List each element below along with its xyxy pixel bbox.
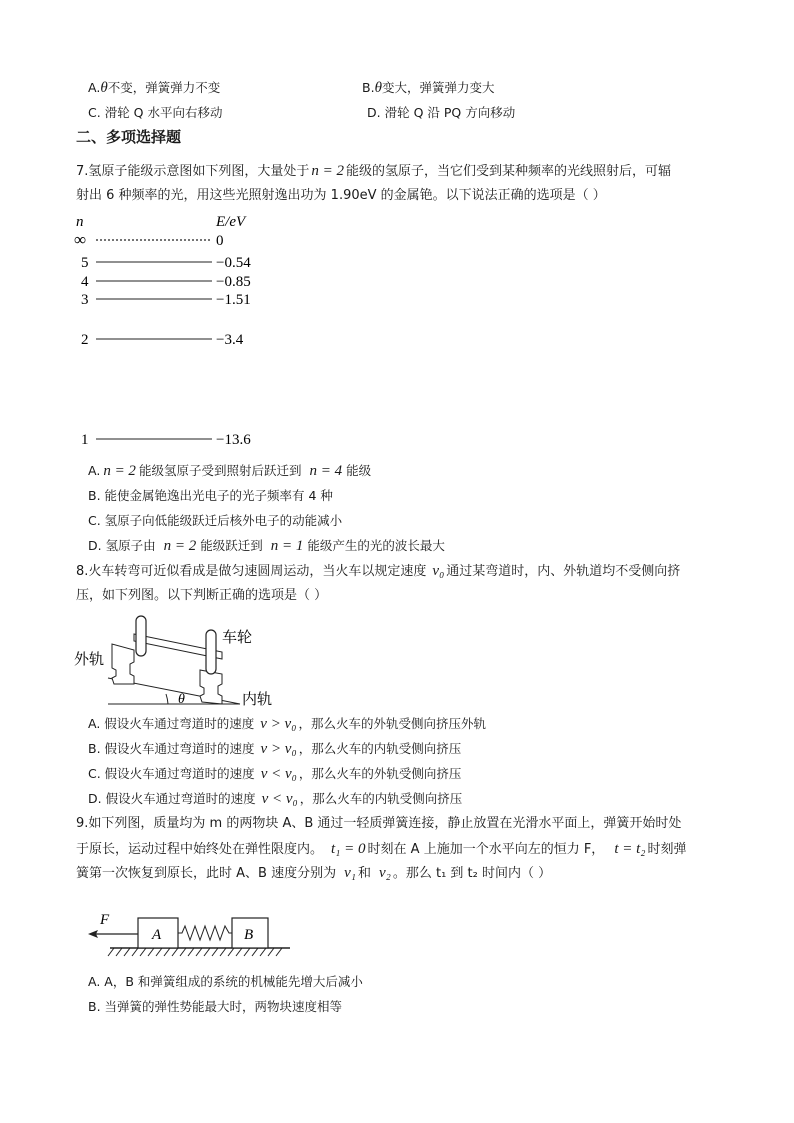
hatch-mark bbox=[132, 948, 138, 956]
hatch-mark bbox=[228, 948, 234, 956]
hatch-mark bbox=[220, 948, 226, 956]
spring-blocks-diagram bbox=[84, 904, 294, 958]
q9-stem-line-2 bbox=[76, 840, 687, 859]
outer-rail-shape bbox=[112, 644, 134, 684]
q8-option-c bbox=[88, 765, 461, 783]
math-inequality: v > v₀ bbox=[260, 716, 297, 732]
level-n-label: ∞ bbox=[74, 230, 87, 249]
level-energy-label: 0 bbox=[216, 233, 224, 249]
level-n-label: 3 bbox=[81, 292, 89, 308]
stem-text: 和 bbox=[357, 866, 371, 881]
q7-stem-line-2: 射出 6 种频率的光，用这些光照射逸出功为 1.90eV 的金属铯。以下说法正确的选项是（ ） bbox=[76, 188, 606, 203]
hatch-mark bbox=[268, 948, 274, 956]
hatch-mark bbox=[124, 948, 130, 956]
inner-rail-shape bbox=[200, 670, 222, 704]
q6-option-b bbox=[362, 79, 494, 97]
hatch-mark bbox=[212, 948, 218, 956]
theta-symbol: θ bbox=[374, 80, 382, 96]
q7-option-d bbox=[88, 537, 445, 555]
stem-text: 7.氢原子能级示意图如下列图，大量处于 bbox=[76, 164, 310, 179]
block-b-label: B bbox=[244, 927, 254, 943]
q8-stem-line-2: 压，如下列图。以下判断正确的选项是（ ） bbox=[76, 588, 328, 603]
math-v2: v₂ bbox=[378, 865, 391, 881]
level-energy-label: −0.85 bbox=[216, 274, 251, 290]
q9-option-a: A. A，B 和弹簧组成的系统的机械能先增大后减小 bbox=[88, 974, 363, 989]
stem-text: 。那么 t₁ 到 t₂ 时间内（ ） bbox=[392, 866, 552, 881]
stem-text: 8.火车转弯可近似看成是做匀速圆周运动，当火车以规定速度 bbox=[76, 564, 427, 579]
option-text: D. 假设火车通过弯道时的速度 bbox=[88, 791, 256, 806]
hatch-mark bbox=[116, 948, 122, 956]
stem-text: 时刻弹 bbox=[647, 842, 687, 857]
option-text: ，那么火车的内轨受侧向挤压 bbox=[298, 741, 462, 756]
math-v0: v₀ bbox=[432, 563, 445, 579]
option-text: B. 假设火车通过弯道时的速度 bbox=[88, 741, 255, 756]
hatch-mark bbox=[108, 948, 114, 956]
outer-rail-label: 外轨 bbox=[74, 650, 105, 668]
option-label: C. bbox=[88, 105, 101, 120]
option-text: 变大，弹簧弹力变大 bbox=[381, 80, 495, 95]
stem-text: 能级的氢原子，当它们受到某种频率的光线照射后，可辐 bbox=[346, 164, 672, 179]
level-energy-label: −1.51 bbox=[216, 292, 251, 308]
math-t1: t₁ = 0 bbox=[331, 841, 366, 857]
math-inequality: v > v₀ bbox=[260, 741, 297, 757]
hatch-mark bbox=[164, 948, 170, 956]
theta-symbol: θ bbox=[100, 80, 108, 96]
stem-text: 时刻在 A 上施加一个水平向左的恒力 F， bbox=[367, 842, 605, 857]
inner-rail-label: 内轨 bbox=[242, 690, 273, 708]
q9-stem-line-1: 9.如下列图，质量均为 m 的两物块 A、B 通过一轻质弹簧连接，静止放置在光滑水平面上，弹簧开始时处 bbox=[76, 816, 682, 831]
q7-option-a bbox=[88, 462, 371, 480]
math-inequality: v < v₀ bbox=[261, 791, 298, 807]
option-text: A. 假设火车通过弯道时的速度 bbox=[88, 716, 255, 731]
q7-stem-line-1 bbox=[76, 162, 671, 181]
hatch-mark bbox=[180, 948, 186, 956]
railway-diagram bbox=[72, 612, 292, 712]
level-n-label: 4 bbox=[81, 274, 89, 290]
math-n: n = 2 bbox=[311, 163, 345, 179]
option-label: A. bbox=[88, 80, 101, 95]
energy-level-diagram bbox=[70, 208, 300, 453]
q8-option-a bbox=[88, 715, 486, 733]
option-text: C. 假设火车通过弯道时的速度 bbox=[88, 766, 255, 781]
axis-e-text: E/eV bbox=[216, 214, 246, 230]
level-n-label: 5 bbox=[81, 255, 89, 271]
stem-text: 通过某弯道时，内、外轨道均不受侧向挤 bbox=[446, 564, 681, 579]
stem-text: 簧第一次恢复到原长，此时 A、B 速度分别为 bbox=[76, 866, 337, 881]
option-label: B. bbox=[362, 80, 375, 95]
level-energy-label: −3.4 bbox=[216, 332, 244, 348]
option-text: ，那么火车的外轨受侧向挤压外轨 bbox=[298, 716, 486, 731]
math-n: n = 1 bbox=[270, 538, 304, 554]
q7-option-c: C. 氢原子向低能级跃迁后核外电子的动能减小 bbox=[88, 513, 343, 528]
stem-text: 于原长，运动过程中始终处在弹性限度内。 bbox=[76, 842, 324, 857]
outer-wheel-shape bbox=[136, 616, 146, 656]
block-a-label: A bbox=[152, 927, 162, 943]
option-text: 能级 bbox=[346, 463, 372, 478]
option-label: D. 氢原子由 bbox=[88, 538, 156, 553]
q9-option-b: B. 当弹簧的弹性势能最大时，两物块速度相等 bbox=[88, 999, 343, 1014]
spring bbox=[178, 926, 232, 940]
option-text: 能级氢原子受到照射后跃迁到 bbox=[138, 463, 302, 478]
inner-wheel-shape bbox=[206, 630, 216, 674]
angle-arc bbox=[166, 694, 168, 704]
option-text: 能级产生的光的波长最大 bbox=[307, 538, 445, 553]
level-n-label: 1 bbox=[81, 432, 89, 448]
level-energy-label: −13.6 bbox=[216, 432, 251, 448]
math-n: n = 4 bbox=[309, 463, 343, 479]
q6-option-d bbox=[367, 104, 515, 122]
hatch-mark bbox=[140, 948, 146, 956]
level-energy-label: −0.54 bbox=[216, 255, 251, 271]
axis-n-label: n bbox=[76, 214, 84, 230]
hatch-mark bbox=[252, 948, 258, 956]
angle-label: θ bbox=[178, 692, 185, 707]
option-label: D. bbox=[367, 105, 381, 120]
option-text: 滑轮 Q 沿 PQ 方向移动 bbox=[384, 105, 516, 120]
option-text: 能级跃迁到 bbox=[200, 538, 263, 553]
section-title: 二、多项选择题 bbox=[76, 128, 182, 146]
axis-e-label bbox=[215, 214, 247, 230]
hatch-mark bbox=[276, 948, 282, 956]
math-n: n = 2 bbox=[163, 538, 197, 554]
energy-levels bbox=[74, 230, 251, 448]
ground-hatch bbox=[108, 948, 282, 956]
math-n: n = 2 bbox=[103, 463, 136, 479]
math-inequality: v < v₀ bbox=[260, 766, 297, 782]
math-t2: t = t₂ bbox=[614, 841, 646, 857]
option-text: 不变，弹簧弹力不变 bbox=[107, 80, 221, 95]
q7-option-b: B. 能使金属铯逸出光电子的光子频率有 4 种 bbox=[88, 488, 333, 503]
level-n-label: 2 bbox=[81, 332, 89, 348]
hatch-mark bbox=[196, 948, 202, 956]
hatch-mark bbox=[204, 948, 210, 956]
hatch-mark bbox=[260, 948, 266, 956]
q8-option-d bbox=[88, 790, 462, 808]
hatch-mark bbox=[244, 948, 250, 956]
hatch-mark bbox=[172, 948, 178, 956]
option-label: A. bbox=[88, 463, 101, 478]
option-text: ，那么火车的外轨受侧向挤压 bbox=[298, 766, 462, 781]
hatch-mark bbox=[236, 948, 242, 956]
math-v1: v₁ bbox=[344, 865, 356, 881]
hatch-mark bbox=[188, 948, 194, 956]
q8-stem-line-1 bbox=[76, 562, 680, 581]
q6-option-a bbox=[88, 79, 220, 97]
option-text: ，那么火车的内轨受侧向挤压 bbox=[299, 791, 463, 806]
q9-stem-line-3 bbox=[76, 864, 551, 883]
hatch-mark bbox=[156, 948, 162, 956]
option-text: 滑轮 Q 水平向右移动 bbox=[104, 105, 223, 120]
force-label: F bbox=[100, 912, 110, 928]
q8-option-b bbox=[88, 740, 461, 758]
wheel-label: 车轮 bbox=[222, 628, 253, 646]
hatch-mark bbox=[148, 948, 154, 956]
q6-option-c bbox=[88, 104, 222, 122]
